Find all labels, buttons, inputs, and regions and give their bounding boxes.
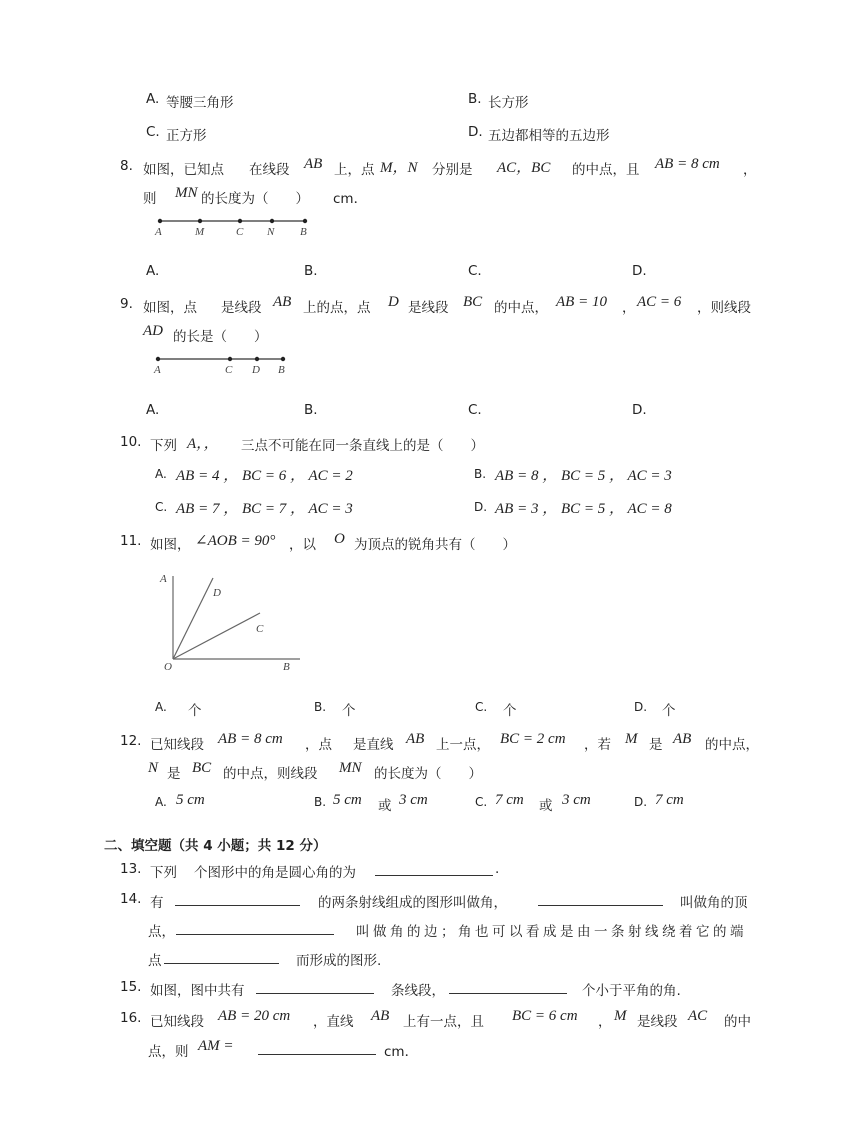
- q13-text-2: 个图形中的角是圆心角的为: [194, 865, 356, 881]
- q12-option-b-letter: B.: [314, 795, 327, 809]
- q15-text-3: 个小于平角的角.: [582, 983, 681, 999]
- q7-option-c-text: 正方形: [166, 128, 207, 144]
- q8-segment-figure: [150, 214, 320, 240]
- q16-text-8: cm．: [384, 1044, 419, 1060]
- q8-option-d: D.: [632, 263, 647, 279]
- q9-segment-figure: [150, 352, 300, 378]
- q16-text-3: 上有一点，且: [403, 1014, 484, 1030]
- q8-text-2: 在线段: [249, 162, 290, 178]
- q14-text-7: 而形成的图形.: [296, 953, 382, 969]
- q14-answer-blank-2[interactable]: [538, 891, 663, 906]
- q11-ray-od: [173, 578, 213, 659]
- q10-text-1: 下列: [150, 438, 177, 454]
- q12-math-n: N: [148, 760, 159, 776]
- q12-text-7: 的中点，: [705, 737, 759, 753]
- q9-math-d: D: [388, 294, 399, 310]
- q8-point-m-dot: [198, 219, 202, 223]
- q12-option-a-value: 5 cm: [176, 792, 205, 808]
- q8-text-5: 的中点，且: [572, 162, 640, 178]
- q11-label-o: O: [164, 661, 172, 673]
- q16-text-6: 的中: [724, 1014, 751, 1030]
- q8-label-b: B: [300, 226, 307, 238]
- q16-math-m: M: [614, 1008, 627, 1024]
- q16-text-2: ，直线: [313, 1014, 354, 1030]
- q8-text-6: ，: [743, 162, 757, 178]
- q11-label-a: A: [160, 573, 167, 585]
- q8-label-m: M: [195, 226, 205, 238]
- q14-text-2: 的两条射线组成的图形叫做角，: [318, 895, 507, 911]
- q11-option-c-letter: C.: [475, 700, 488, 714]
- q12-option-b-value-2: 3 cm: [399, 792, 428, 808]
- q7-option-a-text: 等腰三角形: [166, 95, 234, 111]
- q9-math-ad: AD: [143, 323, 163, 339]
- q16-text-7: 点，则: [148, 1044, 189, 1060]
- q7-option-a-letter: A.: [146, 91, 160, 107]
- q14-text-3: 叫做角的顶: [680, 895, 748, 911]
- q9-math-eq2: AC = 6: [637, 294, 682, 310]
- q12-option-c-value-2: 3 cm: [562, 792, 591, 808]
- q12-option-a-letter: A.: [155, 795, 167, 809]
- q11-math-angle: ∠AOB = 90°: [195, 533, 276, 549]
- q12-option-d-value: 7 cm: [655, 792, 684, 808]
- q14-text-1: 有: [150, 895, 164, 911]
- q11-option-a-letter: A.: [155, 700, 167, 714]
- q8-point-c-dot: [238, 219, 242, 223]
- q11-label-c: C: [256, 623, 264, 635]
- q10-number: 10.: [120, 434, 142, 450]
- q11-number: 11.: [120, 533, 142, 549]
- q8-label-n: N: [267, 226, 275, 238]
- q8-text-7: 则: [143, 191, 157, 207]
- q14-answer-blank-4[interactable]: [164, 949, 279, 964]
- q12-math-ab: AB: [406, 731, 425, 747]
- q11-option-b-text: 个: [342, 703, 356, 719]
- q9-math-bc: BC: [463, 294, 483, 310]
- q8-option-b: B.: [304, 263, 318, 279]
- q12-option-c-letter: C.: [475, 795, 488, 809]
- q10-math-points: A，，: [187, 436, 219, 452]
- q9-text-1: 如图，点: [143, 300, 197, 316]
- q12-option-c-value-1: 7 cm: [495, 792, 524, 808]
- q10-option-c-text: AB = 7 ， BC = 7 ， AC = 3: [176, 501, 353, 517]
- q12-text-1: 已知线段: [150, 737, 204, 753]
- q12-text-9: 的中点，则线段: [223, 766, 318, 782]
- q10-option-c-letter: C.: [155, 500, 168, 514]
- q9-math-eq1: AB = 10: [556, 294, 607, 310]
- q7-option-b-text: 长方形: [488, 95, 529, 111]
- q11-text-3: 为顶点的锐角共有（ ）: [354, 537, 516, 553]
- q13-answer-blank[interactable]: [375, 861, 493, 876]
- q15-answer-blank-2[interactable]: [449, 979, 567, 994]
- q12-text-4: 上一点，: [436, 737, 490, 753]
- q10-text-2: 三点不可能在同一条直线上的是（ ）: [241, 438, 484, 454]
- q16-text-5: 是线段: [637, 1014, 678, 1030]
- q9-text-3: 上的点，点: [303, 300, 371, 316]
- q16-math-eq1: AB = 20 cm: [218, 1008, 291, 1024]
- q9-point-c-dot: [228, 357, 232, 361]
- q13-text-1: 下列: [150, 865, 177, 881]
- q15-text-1: 如图，图中共有: [150, 983, 245, 999]
- q12-text-3: 是直线: [353, 737, 394, 753]
- q11-math-o: O: [334, 531, 345, 547]
- q11-label-d: D: [213, 587, 221, 599]
- q8-text-8: 的长度为（ ）: [201, 191, 309, 207]
- q12-text-5: ，若: [584, 737, 611, 753]
- q14-number: 14.: [120, 891, 142, 907]
- q8-label-a: A: [155, 226, 162, 238]
- q14-text-5: 叫做角的边；角也可以看成是由一条射线绕着它的端: [356, 924, 747, 940]
- q9-label-a: A: [154, 364, 161, 376]
- q9-option-c: C.: [468, 402, 482, 418]
- q12-math-eq1: AB = 8 cm: [218, 731, 283, 747]
- q8-point-n-dot: [270, 219, 274, 223]
- q9-text-6: ，: [622, 300, 636, 316]
- q8-point-b-dot: [303, 219, 307, 223]
- q11-option-d-text: 个: [662, 703, 676, 719]
- q14-answer-blank-3[interactable]: [176, 920, 334, 935]
- q11-option-a-text: 个: [188, 703, 202, 719]
- q16-math-eq2: BC = 6 cm: [512, 1008, 578, 1024]
- q8-text-3: 上，点: [334, 162, 375, 178]
- q10-option-a-text: AB = 4 ， BC = 6 ， AC = 2: [176, 468, 353, 484]
- q8-text-4: 分别是: [432, 162, 473, 178]
- q8-math-ab: AB: [304, 156, 323, 172]
- section-fill-in-title: 二、填空题（共 4 小题；共 12 分）: [104, 838, 327, 854]
- q12-text-6: 是: [649, 737, 663, 753]
- q10-option-d-letter: D.: [474, 500, 488, 514]
- q8-math-mn: M，N: [380, 160, 418, 176]
- q10-option-d-text: AB = 3 ， BC = 5 ， AC = 8: [495, 501, 672, 517]
- q9-text-4: 是线段: [408, 300, 449, 316]
- q9-math-ab: AB: [273, 294, 292, 310]
- q9-text-8: 的长是（ ）: [173, 329, 268, 345]
- q16-number: 16.: [120, 1010, 142, 1026]
- q12-option-b-or: 或: [378, 798, 392, 814]
- q11-text-2: ，以: [289, 537, 316, 553]
- q15-number: 15.: [120, 979, 142, 995]
- q7-option-d-letter: D.: [468, 124, 483, 140]
- q16-math-ac: AC: [688, 1008, 708, 1024]
- q14-text-6: 点: [148, 953, 162, 969]
- q9-text-5: 的中点，: [494, 300, 548, 316]
- q7-option-b-letter: B.: [468, 91, 482, 107]
- q9-point-b-dot: [281, 357, 285, 361]
- q9-option-b: B.: [304, 402, 318, 418]
- q9-point-d-dot: [255, 357, 259, 361]
- q7-option-d-text: 五边都相等的五边形: [488, 128, 610, 144]
- q9-text-2: 是线段: [221, 300, 262, 316]
- q9-label-b: B: [278, 364, 285, 376]
- q9-label-d: D: [252, 364, 260, 376]
- q16-text-1: 已知线段: [150, 1014, 204, 1030]
- q11-option-b-letter: B.: [314, 700, 327, 714]
- q8-number: 8.: [120, 158, 133, 174]
- q9-text-7: ，则线段: [697, 300, 751, 316]
- q8-text-9: cm．: [333, 191, 368, 207]
- q16-math-ab: AB: [371, 1008, 390, 1024]
- q13-number: 13.: [120, 861, 142, 877]
- q8-text-1: 如图，已知点: [143, 162, 224, 178]
- q12-math-ab2: AB: [673, 731, 692, 747]
- q9-number: 9.: [120, 296, 133, 312]
- q10-option-a-letter: A.: [155, 467, 167, 481]
- q8-point-a-dot: [158, 219, 162, 223]
- q11-text-1: 如图，: [150, 537, 191, 553]
- q9-point-a-dot: [156, 357, 160, 361]
- q16-text-4: ，: [598, 1014, 612, 1030]
- q12-math-m: M: [625, 731, 638, 747]
- q15-text-2: 条线段，: [391, 983, 445, 999]
- q9-option-a: A.: [146, 402, 160, 418]
- q8-math-mn2: MN: [175, 185, 198, 201]
- q12-math-bc: BC: [192, 760, 212, 776]
- q14-text-4: 点，: [148, 924, 175, 940]
- q8-math-eq: AB = 8 cm: [655, 156, 720, 172]
- q8-option-a: A.: [146, 263, 160, 279]
- q12-math-eq2: BC = 2 cm: [500, 731, 566, 747]
- q12-text-2: ，点: [305, 737, 332, 753]
- q8-math-acbc: AC，BC: [497, 160, 551, 176]
- q9-label-c: C: [225, 364, 233, 376]
- q16-math-am: AM =: [198, 1038, 234, 1054]
- q13-text-3: .: [495, 861, 500, 877]
- q16-answer-blank[interactable]: [258, 1040, 376, 1055]
- q12-option-b-value-1: 5 cm: [333, 792, 362, 808]
- q11-angle-figure: [155, 566, 305, 676]
- q9-option-d: D.: [632, 402, 647, 418]
- q12-math-mn: MN: [339, 760, 362, 776]
- q11-ray-oc: [173, 613, 260, 659]
- q12-option-c-or: 或: [539, 798, 553, 814]
- q8-label-c: C: [236, 226, 244, 238]
- q7-option-c-letter: C.: [146, 124, 160, 140]
- q15-answer-blank-1[interactable]: [256, 979, 374, 994]
- q12-option-d-letter: D.: [634, 795, 648, 809]
- q12-text-10: 的长度为（ ）: [374, 766, 482, 782]
- q8-option-c: C.: [468, 263, 482, 279]
- q10-option-b-letter: B.: [474, 467, 487, 481]
- q10-option-b-text: AB = 8 ， BC = 5 ， AC = 3: [495, 468, 672, 484]
- q14-answer-blank-1[interactable]: [175, 891, 300, 906]
- q11-option-d-letter: D.: [634, 700, 648, 714]
- q11-label-b: B: [283, 661, 290, 673]
- q12-text-8: 是: [167, 766, 181, 782]
- q12-number: 12.: [120, 733, 142, 749]
- q11-option-c-text: 个: [503, 703, 517, 719]
